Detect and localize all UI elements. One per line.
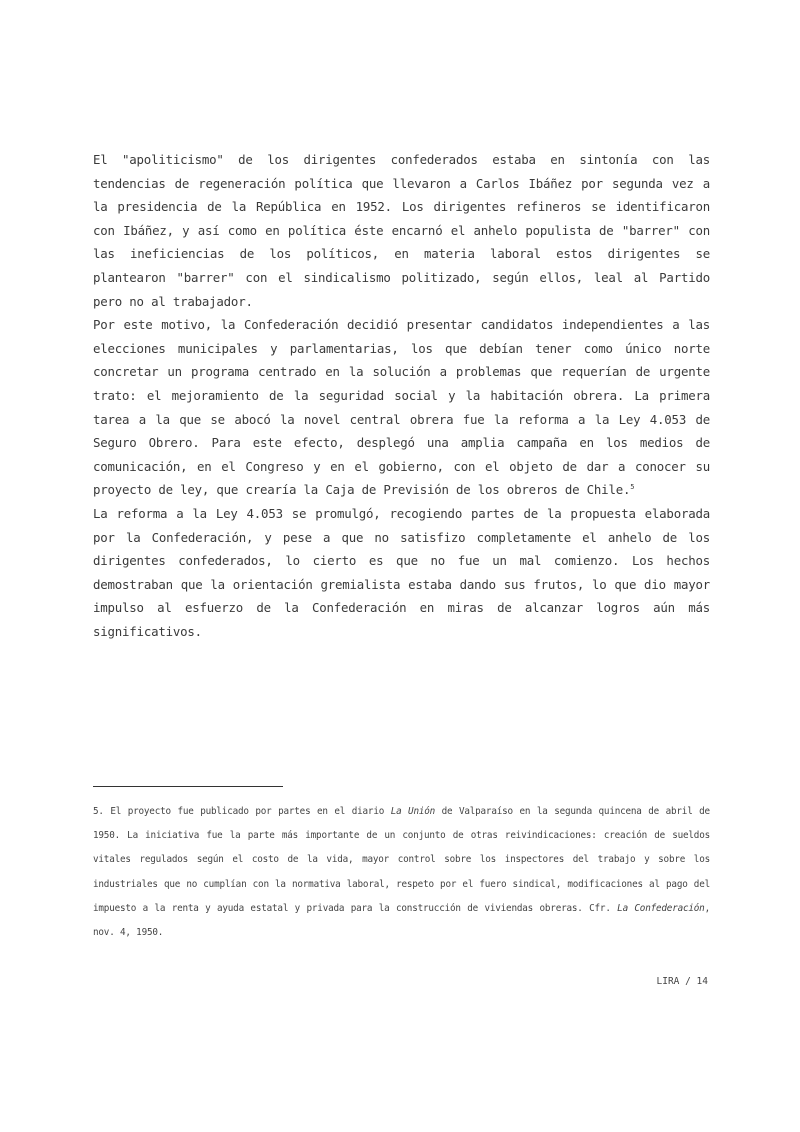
paragraph-2-text: Por este motivo, la Confederación decidió presentar candidatos independientes a las elecciones municipales y parlamentarias, los que debían tener como único norte concretar un programa centrado en la solución a problemas que requerían de urgente trato: el mejoramiento de la seguridad social y la habitación obrera. La primera tarea a la que se abocó la novel central obrera fue la reforma a la Ley 4.053 de Seguro Obrero. Para este efecto, desplegó una amplia campaña en los medios de comunicación, en el Congreso y en el gobierno, con el objeto de dar a conocer su proyecto de ley, que crearía la Caja de Previsión de los obreros de Chile.: [93, 317, 710, 498]
footnote-reference[interactable]: 5: [630, 483, 635, 492]
footnote-newspaper: La Unión: [390, 806, 436, 817]
footnote-text-a: El proyecto fue publicado por partes en el diario: [110, 806, 385, 817]
footnote-5: [93, 800, 710, 945]
paragraph-2: [93, 313, 710, 502]
footnote-text-b: de Valparaíso en la segunda quincena de abril de 1950. La iniciativa fue la parte más importante de un conjunto de otras reivindicaciones: creación de sueldos vitales regulados según el costo de la vida, mayor control sobre los inspectores del trabajo y sobre los industriales que no cumplían con la normativa laboral, respeto por el fuero sindical, modificaciones al pago del impuesto a la renta y ayuda estatal y privada para la construcción de viviendas obreras. Cfr.: [93, 806, 710, 914]
body-text: [93, 148, 710, 643]
page-number: LIRA / 14: [656, 976, 708, 987]
footnotes: [93, 800, 710, 945]
footnote-source: La Confederación: [617, 902, 705, 914]
footnote-text-c: , nov. 4, 1950.: [93, 902, 710, 939]
paragraph-1: El "apoliticismo" de los dirigentes confederados estaba en sintonía con las tendencias de regeneración política que llevaron a Carlos Ibáñez por segunda vez a la presidencia de la República en 1952. Los dirigentes refineros se identificaron con Ibáñez, y así como en política éste encarnó el anhelo populista de "barrer" con las ineficiencias de los políticos, en materia laboral estos dirigentes se plantearon "barrer" con el sindicalismo politizado, según ellos, leal al Partido pero no al trabajador.: [93, 152, 710, 309]
footnote-number: 5.: [93, 806, 104, 817]
paragraph-3: La reforma a la Ley 4.053 se promulgó, recogiendo partes de la propuesta elaborada por la Confederación, y pese a que no satisfizo completamente el anhelo de los dirigentes confederados, lo cierto es que no fue un mal comienzo. Los hechos demostraban que la orientación gremialista estaba dando sus frutos, lo que dio mayor impulso al esfuerzo de la Confederación en miras de alcanzar logros aún más significativos.: [93, 505, 710, 639]
footnote-divider: [93, 786, 283, 787]
